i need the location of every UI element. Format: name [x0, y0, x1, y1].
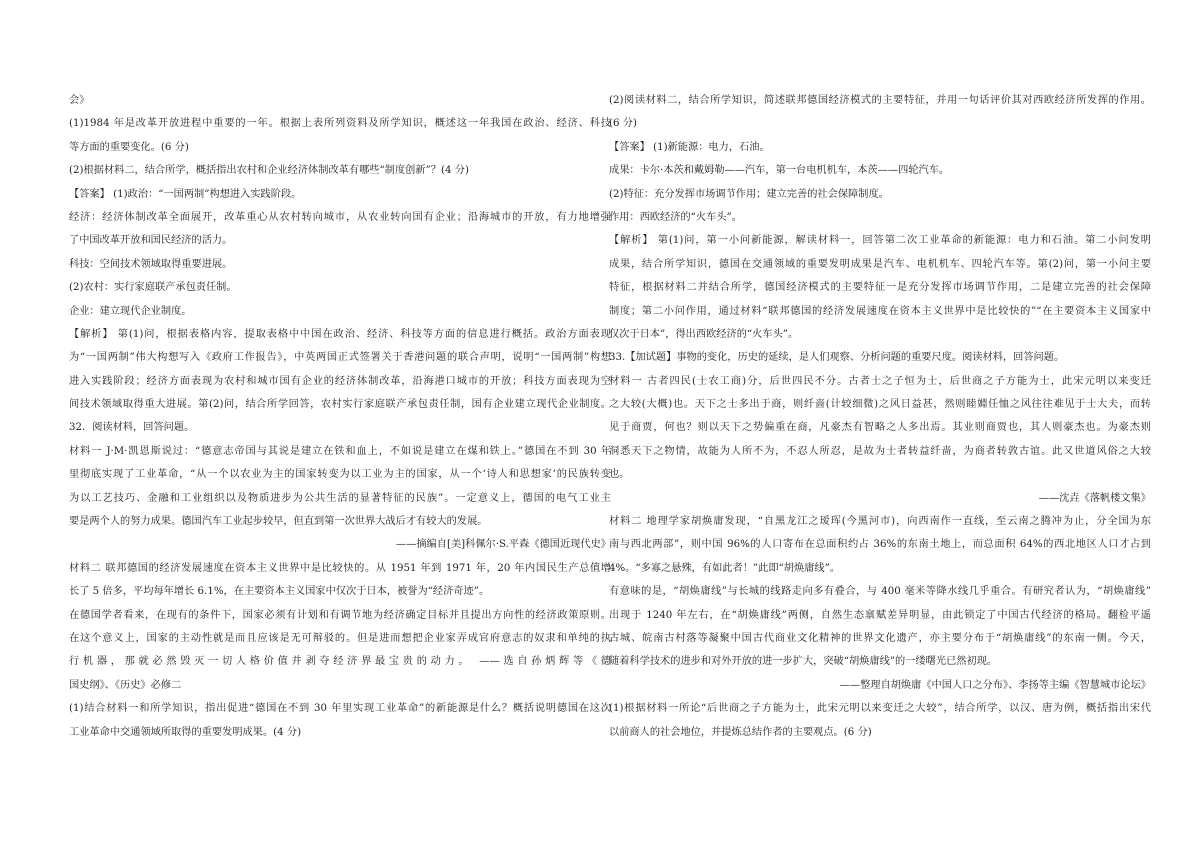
right-column — [609, 89, 1151, 744]
question-line: 等方面的重要变化。(6 分) — [69, 141, 189, 153]
left-column — [69, 89, 611, 744]
answer-line: 【答案】 (1)政治：“一国两制”构想进入实践阶段。 — [69, 188, 302, 200]
material-line: 见于商贾，何也？则以天下之势偏重在商，凡豪杰有智略之人多出焉。其业则商贾也，其人则豪杰也。为豪杰则 — [609, 422, 1151, 434]
analysis-line: 【解析】 第(1)问，根据表格内容，提取表格中中国在政治、经济、科技等方面的信息进行概括。政治方面表现 — [69, 328, 611, 340]
analysis-line: 【解析】 第(1)问，第一小问新能源，解读材料一，回答第二次工业革命的新能源：电力和石油。第二小问发明 — [609, 235, 1151, 247]
source-citation: 国史纲》、《历史》必修二 — [69, 679, 182, 691]
analysis-line: 间技术领域取得重大进展。第(2)问，结合所学回答，农村实行家庭联产承包责任制，国有企业建立现代企业制度。 — [69, 399, 611, 411]
answer-line: 企业：建立现代企业制度。 — [69, 305, 192, 317]
question-heading: 32．阅读材料，回答问题。 — [69, 422, 195, 434]
analysis-line: 仅次于日本”，得出西欧经济的“火车头”。 — [609, 328, 799, 340]
answer-line: (2)特征：充分发挥市场调节作用；建立完善的社会保障制度。 — [609, 188, 889, 200]
answer-line: 科技：空间技术领域取得重要进展。 — [69, 258, 233, 270]
answer-line: 【答案】 (1)新能源：电力，石油。 — [609, 141, 770, 153]
question-line: (2)阅读材料二，结合所学知识，简述联邦德国经济模式的主要特征，并用一句话评价其对西欧经济所发挥的作用。 — [609, 95, 1151, 106]
material-line: 材料二 联邦德国的经济发展速度在资本主义世界中是比较快的。从 1951 年到 1971 年，20 年内国民生产总值增 — [69, 562, 611, 574]
question-line: (1)1984 年是改革开放进程中重要的一年。根据上表所列资料及所学知识，概述这一年我国在政治、经济、科技 — [69, 118, 611, 130]
material-line: 在德国学者看来，在现有的条件下，国家必须有计划和有调节地为经济确定目标并且提出方向性的经济政策原则。 — [69, 609, 611, 621]
analysis-line: 进入实践阶段；经济方面表现为农村和城市国有企业的经济体制改革，沿海港口城市的开放；科技方面表现为空 — [69, 375, 611, 387]
source-citation: ——摘编自[美]科佩尔·S.平森《德国近现代史》 — [395, 539, 611, 551]
material-line: 也。 — [609, 469, 630, 481]
material-line: 南与西北两部”，则中国 96%的人口寄布在总面积约占 36%的东南土地上，而总面积 64%的西北地区人口才占到 — [609, 539, 1151, 551]
text-line: 会》 — [69, 95, 90, 106]
source-citation: ——沈垚《落帆楼文集》 — [1038, 492, 1151, 504]
material-line: 为以工艺技巧、金融和工业组织以及物质进步为公共生活的显著特征的民族”。一定意义上，德国的电气工业主 — [69, 492, 611, 504]
material-line: 4%。“多寡之悬殊，有如此者！”此即“胡焕庸线”。 — [609, 562, 841, 574]
material-line: 之大较(大概)也。天下之士多出于商，则纤啬(计较细微)之风日益甚，然则睦婣任恤之风往往难见于士大夫，而转 — [609, 399, 1151, 411]
material-line: 古城、皖南古村落等凝聚中国古代商业文化精神的世界文化遗产，亦主要分布于“胡焕庸线”的东南一侧。今天， — [609, 632, 1151, 644]
material-line: 洞悉天下之物情，故能为人所不为，不忍人所忍，是故为士者转益纤啬，为商者转敦古谊。此又世道风俗之大较 — [609, 445, 1151, 457]
material-line: 在这个意义上，国家的主动性就是而且应该是无可辩驳的。但是进而想把企业家弄成官府意志的奴隶和单纯的执 — [69, 632, 611, 644]
analysis-line: 制度；第二小问作用，通过材料“联邦德国的经济发展速度在资本主义世界中是比较快的”“在主要资本主义国家中 — [609, 305, 1151, 317]
question-line: 工业革命中交通领域所取得的重要发明成果。(4 分) — [69, 726, 302, 738]
answer-line: 作用：西欧经济的“火车头”。 — [609, 211, 742, 223]
material-line: 出现于 1240 年左右，在“胡焕庸线”两侧，自然生态禀赋差异明显，由此锁定了中国古代经济的格局。翻检平遥 — [609, 609, 1151, 621]
question-line: (2)根据材料二，结合所学，概括指出农村和企业经济体制改革有哪些“制度创新”？(4 分) — [69, 165, 469, 177]
material-line: 行机器，那就必然毁灭一切人格价值并剥夺经济界最宝贵的动力。 ——选自孙炳辉等《德 — [69, 656, 611, 668]
material-line: 有意味的是，“胡焕庸线”与长城的线路走向多有叠合，与 400 毫米等降水线几乎重合。有研究者认为，“胡焕庸线” — [609, 586, 1151, 598]
question-line: (6 分) — [609, 118, 637, 130]
material-line: 要是两个人的努力成果。德国汽车工业起步较早，但直到第一次世界大战后才有较大的发展。 — [69, 516, 488, 528]
analysis-line: 成果，结合所学知识，德国在交通领域的重要发明成果是汽车、电机机车、四轮汽车等。第(2)问，第一小问主要 — [609, 258, 1151, 270]
question-line: 以前商人的社会地位，并提炼总结作者的主要观点。(6 分) — [609, 726, 872, 738]
material-line: 随着科学技术的进步和对外开放的进一步扩大，突破“胡焕庸线”的一缕曙光已然初现。 — [609, 656, 998, 668]
material-line: 材料二 地理学家胡焕庸发现，“自黑龙江之瑷珲(今黑河市)，向西南作一直线，至云南之腾冲为止，分全国为东 — [609, 516, 1151, 528]
answer-line: 经济：经济体制改革全面展开，改革重心从农村转向城市，从农业转向国有企业；沿海城市的开放，有力地增强 — [69, 211, 611, 223]
answer-line: 成果：卡尔·本茨和戴姆勒——汽车，第一台电机机车，本茨——四轮汽车。 — [609, 165, 950, 177]
material-line: 材料一 J·M·凯恩斯说过：“德意志帝国与其说是建立在铁和血上，不如说是建立在煤和铁上。”德国在不到 30 年 — [69, 445, 611, 457]
analysis-line: 为“一国两制”伟大构想写入《政府工作报告》，中英两国正式签署关于香港问题的联合声明，说明“一国两制”构想 — [69, 352, 611, 364]
material-line: 里彻底实现了工业革命，“从一个以农业为主的国家转变为以工业为主的国家，从一个‘诗人和思想家’的民族转变 — [69, 469, 611, 481]
analysis-line: 特征，根据材料二并结合所学，德国经济模式的主要特征一是充分发挥市场调节作用，二是建立完善的社会保障 — [609, 282, 1151, 294]
question-line: (1)结合材料一和所学知识，指出促进“德国在不到 30 年里实现工业革命”的新能源是什么？概括说明德国在这次 — [69, 703, 611, 715]
question-heading: 33.【加试题】事物的变化，历史的延续，是人们观察、分析问题的重要尺度。阅读材料，回答问题。 — [609, 352, 1065, 364]
answer-line: 了中国改革开放和国民经济的活力。 — [69, 235, 233, 247]
source-citation: ——整理自胡焕庸《中国人口之分布》、李扬等主编《智慧城市论坛》 — [839, 679, 1151, 691]
answer-line: (2)农村：实行家庭联产承包责任制。 — [69, 282, 237, 294]
material-line: 材料一 古者四民(士农工商)分，后世四民不分。古者士之子恒为士，后世商之子方能为士，此宋元明以来变迁 — [609, 375, 1151, 387]
material-line: 长了 5 倍多，平均每年增长 6.1%，在主要资本主义国家中仅次于日本，被誉为“经济奇迹”。 — [69, 586, 490, 598]
question-line: (1)根据材料一所论“后世商之子方能为士，此宋元明以来变迁之大较”，结合所学，以汉、唐为例，概括指出宋代 — [609, 703, 1151, 715]
